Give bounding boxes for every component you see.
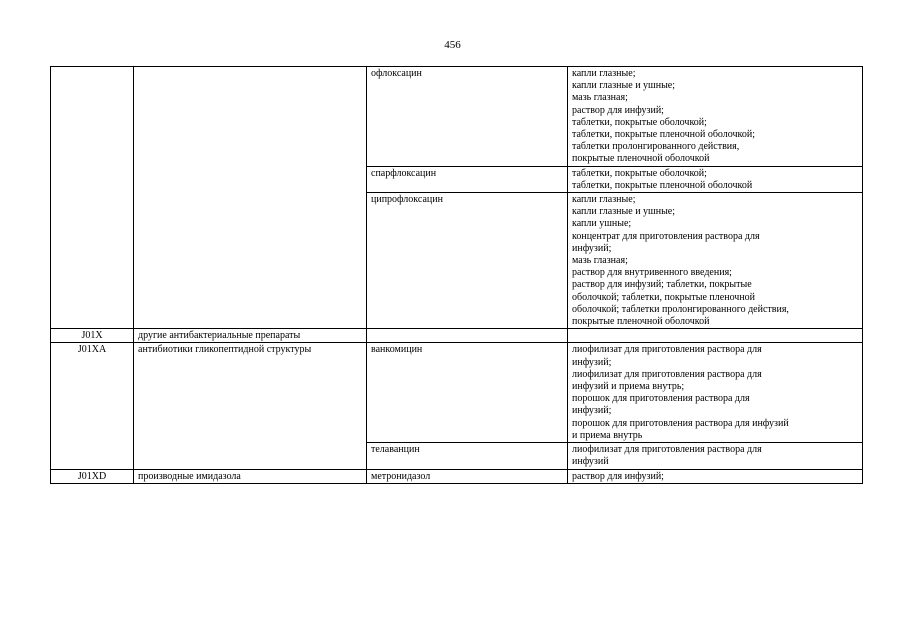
dosage-form: и приема внутрь xyxy=(572,429,643,441)
atc-code-cell: J01XA xyxy=(51,343,134,469)
dosage-form: порошок для приготовления раствора для xyxy=(572,393,750,405)
dosage-form: раствор для внутривенного введения; xyxy=(572,267,732,279)
dosage-forms-cell xyxy=(568,329,863,343)
dosage-forms-cell xyxy=(568,469,863,483)
drug-name-cell: телаванцин xyxy=(367,443,568,469)
dosage-form: покрытые пленочной оболочкой xyxy=(572,316,710,328)
table-row xyxy=(51,343,863,443)
drug-name-cell: спарфлоксацин xyxy=(367,166,568,192)
table-row xyxy=(51,469,863,483)
dosage-form: таблетки, покрытые оболочкой; xyxy=(572,116,707,128)
dosage-form: мазь глазная; xyxy=(572,92,628,104)
dosage-form: лиофилизат для приготовления раствора для xyxy=(572,344,762,356)
dosage-forms-cell xyxy=(568,343,863,443)
dosage-form: раствор для инфузий; таблетки, покрытые xyxy=(572,279,752,291)
dosage-form: капли глазные и ушные; xyxy=(572,80,676,92)
dosage-forms-cell xyxy=(568,67,863,167)
dosage-form: таблетки, покрытые пленочной оболочкой xyxy=(572,179,753,191)
dosage-form: лиофилизат для приготовления раствора для xyxy=(572,368,762,380)
dosage-form: капли глазные; xyxy=(572,68,636,79)
dosage-form: оболочкой; таблетки, покрытые пленочной xyxy=(572,291,756,303)
dosage-form: раствор для инфузий; xyxy=(572,104,664,116)
group-name-cell: другие антибактериальные препараты xyxy=(134,329,367,343)
dosage-form: лиофилизат для приготовления раствора для xyxy=(572,444,762,456)
dosage-form: капли ушные; xyxy=(572,218,632,230)
group-name-cell: производные имидазола xyxy=(134,469,367,483)
dosage-form: инфузий xyxy=(572,456,609,468)
atc-code-cell: J01XD xyxy=(51,469,134,483)
group-name-cell: антибиотики гликопептидной структуры xyxy=(134,343,367,469)
page-number: 456 xyxy=(444,39,461,51)
dosage-form: таблетки пролонгированного действия, xyxy=(572,141,740,153)
dosage-form: раствор для инфузий; xyxy=(572,470,664,482)
table-row xyxy=(51,329,863,343)
dosage-form: оболочкой; таблетки пролонгированного действия, xyxy=(572,303,789,315)
group-name-cell xyxy=(134,67,367,329)
dosage-form: капли глазные; xyxy=(572,194,636,206)
dosage-form: капли глазные и ушные; xyxy=(572,206,676,218)
dosage-forms-cell xyxy=(568,443,863,469)
dosage-form: покрытые пленочной оболочкой xyxy=(572,153,710,165)
dosage-form: порошок для приготовления раствора для инфузий xyxy=(572,417,789,429)
table-row xyxy=(51,67,863,167)
atc-code-cell xyxy=(51,67,134,329)
dosage-form: инфузий; xyxy=(572,405,612,417)
dosage-form: концентрат для приготовления раствора для xyxy=(572,230,760,242)
drug-table xyxy=(50,66,863,484)
drug-name-cell: ципрофлоксацин xyxy=(367,193,568,329)
dosage-forms-cell xyxy=(568,193,863,329)
drug-name-cell: ванкомицин xyxy=(367,343,568,443)
dosage-form: инфузий; xyxy=(572,242,612,254)
dosage-form: таблетки, покрытые пленочной оболочкой; xyxy=(572,129,756,141)
dosage-form: инфузий и приема внутрь; xyxy=(572,381,685,393)
atc-code-cell: J01X xyxy=(51,329,134,343)
dosage-forms-cell xyxy=(568,166,863,192)
drug-name-cell: метронидазол xyxy=(367,469,568,483)
dosage-form: мазь глазная; xyxy=(572,255,628,267)
dosage-form: таблетки, покрытые оболочкой; xyxy=(572,167,707,179)
drug-name-cell xyxy=(367,329,568,343)
dosage-form: инфузий; xyxy=(572,356,612,368)
drug-name-cell: офлоксацин xyxy=(367,67,568,167)
